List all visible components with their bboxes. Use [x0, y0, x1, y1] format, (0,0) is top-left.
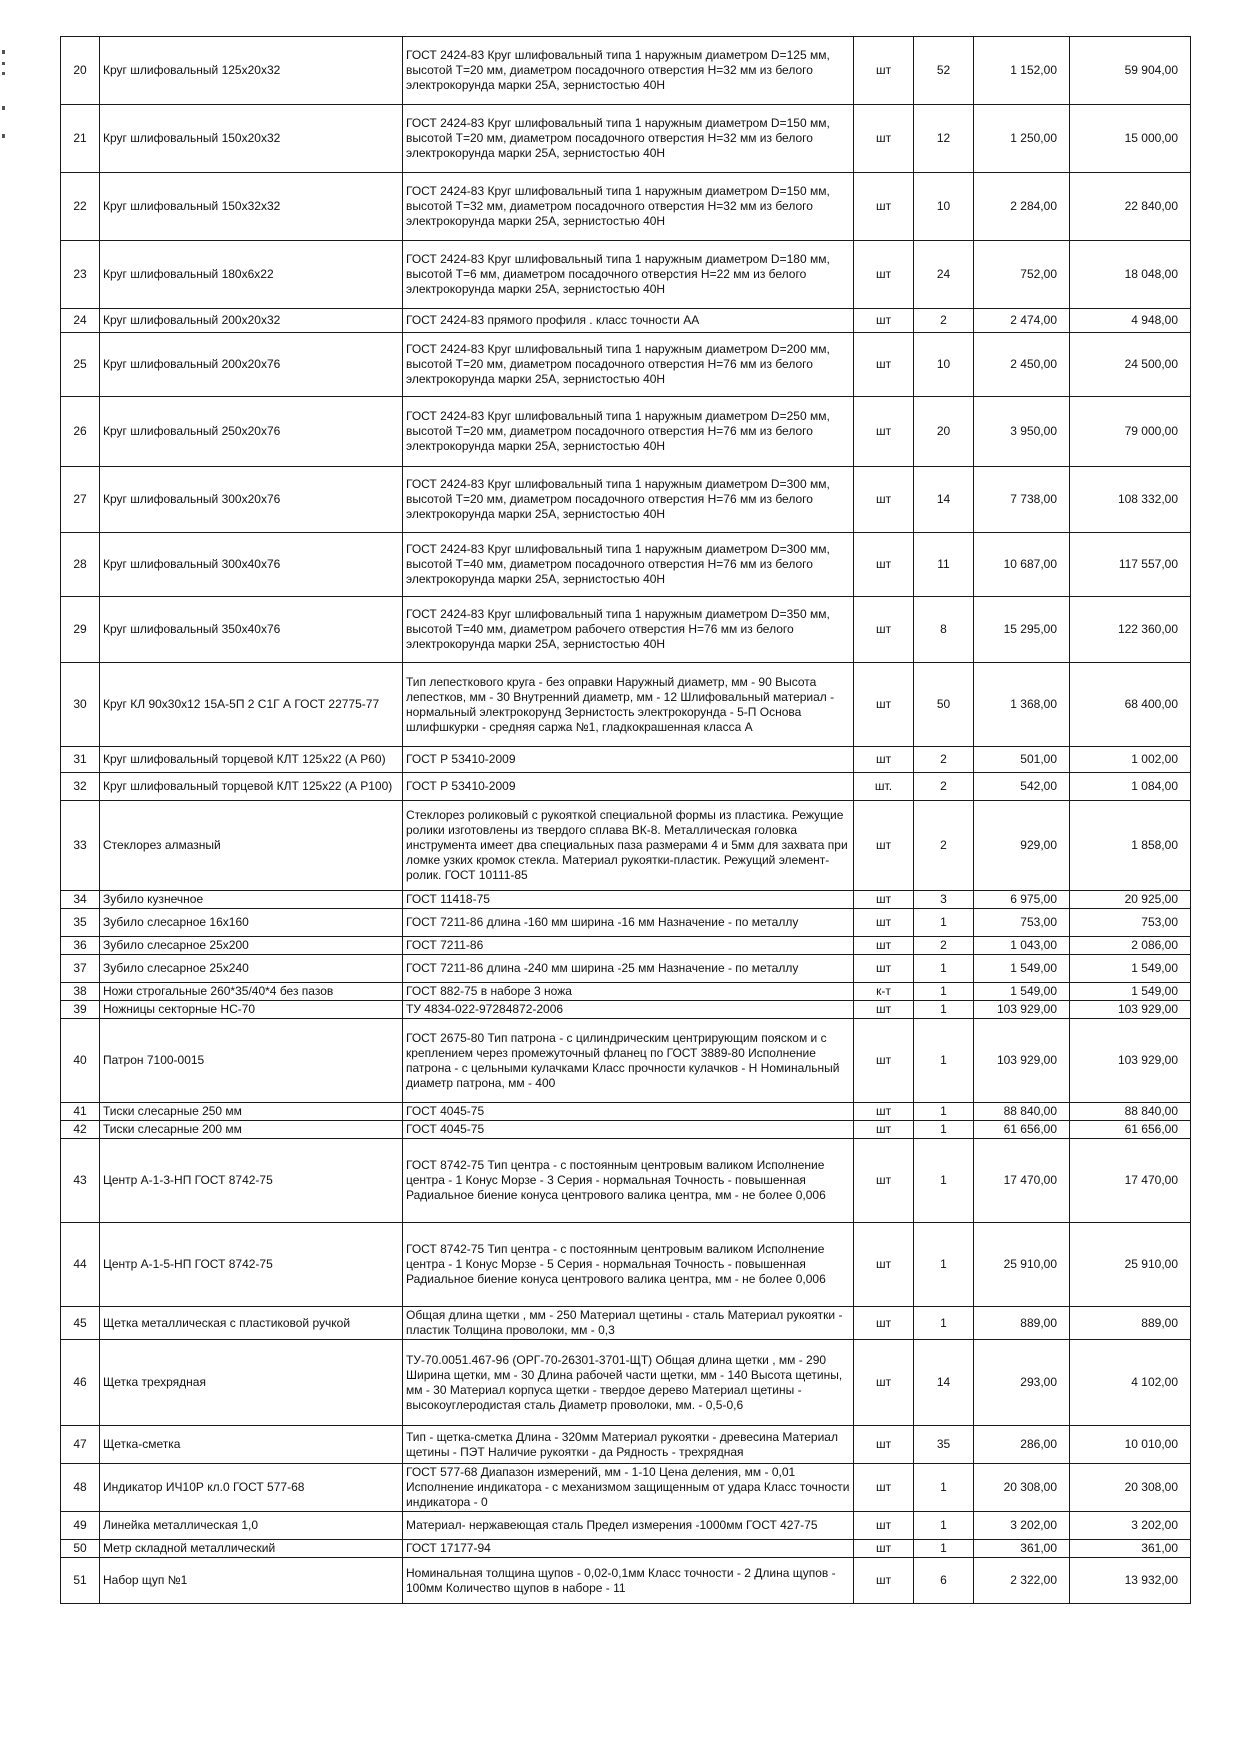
total-sum-cell: 25 910,00 — [1070, 1223, 1191, 1307]
item-description-cell: Тип - щетка-сметка Длина - 320мм Материал рукоятки - древесина Материал щетины - ПЭТ Наличие рукоятки - да Рядность - трехрядная — [403, 1426, 854, 1464]
item-description-cell: Стеклорез роликовый с рукояткой специальной формы из пластика. Режущие ролики изготовлены из твердого сплава ВК-8. Металлическая головка инструмента имеет два специальных паза размерами 4 и 5мм для захвата при ломке узких кромок стекла. Материал рукоятки-пластик. Режущий элемент- ролик. ГОСТ 10111-85 — [403, 801, 854, 891]
quantity-cell: 6 — [914, 1558, 974, 1604]
quantity-cell: 1 — [914, 1512, 974, 1540]
unit-price-cell: 361,00 — [974, 1540, 1070, 1558]
total-sum-cell: 61 656,00 — [1070, 1121, 1191, 1139]
unit-price-cell: 7 738,00 — [974, 467, 1070, 533]
quantity-cell: 1 — [914, 1139, 974, 1223]
item-name-cell: Зубило слесарное 25х240 — [100, 955, 403, 983]
total-sum-cell: 117 557,00 — [1070, 533, 1191, 597]
row-number-cell: 45 — [61, 1307, 100, 1340]
unit-cell: шт — [854, 1139, 914, 1223]
row-number-cell: 49 — [61, 1512, 100, 1540]
row-number-cell: 31 — [61, 747, 100, 773]
quantity-cell: 1 — [914, 1103, 974, 1121]
item-description-cell: Общая длина щетки , мм - 250 Материал щетины - сталь Материал рукоятки - пластик Толщина проволоки, мм - 0,3 — [403, 1307, 854, 1340]
table-row — [61, 1019, 1191, 1103]
item-name-cell: Круг шлифовальный 300х20х76 — [100, 467, 403, 533]
unit-price-cell: 929,00 — [974, 801, 1070, 891]
item-name-cell: Щетка трехрядная — [100, 1340, 403, 1426]
item-name-cell: Зубило кузнечное — [100, 891, 403, 909]
table-row — [61, 1307, 1191, 1340]
unit-cell: шт — [854, 309, 914, 333]
total-sum-cell: 361,00 — [1070, 1540, 1191, 1558]
unit-cell: шт — [854, 467, 914, 533]
unit-price-cell: 1 549,00 — [974, 983, 1070, 1001]
row-number-cell: 21 — [61, 105, 100, 173]
unit-cell: шт — [854, 1121, 914, 1139]
row-number-cell: 26 — [61, 397, 100, 467]
item-description-cell: ГОСТ 577-68 Диапазон измерений, мм - 1-10 Цена деления, мм - 0,01 Исполнение индикатора - с механизмом защищенным от удара Класс точности индикатора - 0 — [403, 1464, 854, 1512]
row-number-cell: 23 — [61, 241, 100, 309]
row-number-cell: 46 — [61, 1340, 100, 1426]
row-number-cell: 39 — [61, 1001, 100, 1019]
item-name-cell: Щетка металлическая с пластиковой ручкой — [100, 1307, 403, 1340]
quantity-cell: 2 — [914, 747, 974, 773]
quantity-cell: 2 — [914, 773, 974, 801]
unit-price-cell: 88 840,00 — [974, 1103, 1070, 1121]
unit-cell: шт — [854, 533, 914, 597]
item-description-cell: Номинальная толщина щупов - 0,02-0,1мм Класс точности - 2 Длина щупов - 100мм Количество щупов в наборе - 11 — [403, 1558, 854, 1604]
item-description-cell: ГОСТ 8742-75 Тип центра - с постоянным центровым валиком Исполнение центра - 1 Конус Морзе - 3 Серия - нормальная Точность - повышенная Радиальное биение конуса центрового валика центра, мм - не более 0,006 — [403, 1139, 854, 1223]
unit-cell: шт — [854, 891, 914, 909]
row-number-cell: 44 — [61, 1223, 100, 1307]
row-number-cell: 25 — [61, 333, 100, 397]
table-row — [61, 801, 1191, 891]
total-sum-cell: 1 549,00 — [1070, 955, 1191, 983]
row-number-cell: 20 — [61, 37, 100, 105]
unit-price-cell: 1 152,00 — [974, 37, 1070, 105]
item-name-cell: Щетка-сметка — [100, 1426, 403, 1464]
row-number-cell: 47 — [61, 1426, 100, 1464]
table-row — [61, 1103, 1191, 1121]
unit-cell: к-т — [854, 983, 914, 1001]
unit-cell: шт — [854, 801, 914, 891]
unit-price-cell: 1 043,00 — [974, 937, 1070, 955]
total-sum-cell: 13 932,00 — [1070, 1558, 1191, 1604]
item-name-cell: Круг шлифовальный 250х20х76 — [100, 397, 403, 467]
item-name-cell: Зубило слесарное 16х160 — [100, 909, 403, 937]
item-description-cell: ГОСТ 2424-83 Круг шлифовальный типа 1 наружным диаметром D=180 мм, высотой Т=6 мм, диаметром посадочного отверстия Н=22 мм из белого электрокорунда марки 25А, зернистостью 40Н — [403, 241, 854, 309]
unit-price-cell: 542,00 — [974, 773, 1070, 801]
item-description-cell: ГОСТ 2424-83 Круг шлифовальный типа 1 наружным диаметром D=250 мм, высотой Т=20 мм, диаметром посадочного отверстия Н=76 мм из белого электрокорунда марки 25А, зернистостью 40Н — [403, 397, 854, 467]
item-name-cell: Круг шлифовальный 350х40х76 — [100, 597, 403, 663]
item-description-cell: ГОСТ 7211-86 — [403, 937, 854, 955]
unit-cell: шт — [854, 909, 914, 937]
table-row — [61, 773, 1191, 801]
item-name-cell: Круг шлифовальный торцевой КЛТ 125х22 (А Р100) — [100, 773, 403, 801]
quantity-cell: 10 — [914, 333, 974, 397]
total-sum-cell: 1 858,00 — [1070, 801, 1191, 891]
unit-price-cell: 1 250,00 — [974, 105, 1070, 173]
unit-cell: шт — [854, 241, 914, 309]
unit-price-cell: 2 474,00 — [974, 309, 1070, 333]
quantity-cell: 35 — [914, 1426, 974, 1464]
table-row — [61, 1512, 1191, 1540]
unit-cell: шт — [854, 37, 914, 105]
row-number-cell: 34 — [61, 891, 100, 909]
unit-price-cell: 6 975,00 — [974, 891, 1070, 909]
item-description-cell: ГОСТ 7211-86 длина -160 мм ширина -16 мм Назначение - по металлу — [403, 909, 854, 937]
item-description-cell: ГОСТ 2424-83 Круг шлифовальный типа 1 наружным диаметром D=200 мм, высотой Т=20 мм, диаметром посадочного отверстия Н=76 мм из белого электрокорунда марки 25А, зернистостью 40Н — [403, 333, 854, 397]
total-sum-cell: 10 010,00 — [1070, 1426, 1191, 1464]
row-number-cell: 28 — [61, 533, 100, 597]
unit-cell: шт — [854, 1103, 914, 1121]
unit-cell: шт — [854, 1464, 914, 1512]
total-sum-cell: 3 202,00 — [1070, 1512, 1191, 1540]
total-sum-cell: 122 360,00 — [1070, 597, 1191, 663]
table-row — [61, 333, 1191, 397]
total-sum-cell: 20 308,00 — [1070, 1464, 1191, 1512]
quantity-cell: 1 — [914, 1223, 974, 1307]
item-name-cell: Линейка металлическая 1,0 — [100, 1512, 403, 1540]
item-description-cell: ГОСТ 2424-83 Круг шлифовальный типа 1 наружным диаметром D=300 мм, высотой Т=20 мм, диаметром посадочного отверстия Н=76 мм из белого электрокорунда марки 25А, зернистостью 40Н — [403, 467, 854, 533]
item-description-cell: ГОСТ 2424-83 Круг шлифовальный типа 1 наружным диаметром D=125 мм, высотой Т=20 мм, диаметром посадочного отверстия Н=32 мм из белого электрокорунда марки 25А, зернистостью 40Н — [403, 37, 854, 105]
row-number-cell: 35 — [61, 909, 100, 937]
unit-cell: шт — [854, 937, 914, 955]
unit-price-cell: 752,00 — [974, 241, 1070, 309]
unit-price-cell: 3 950,00 — [974, 397, 1070, 467]
quantity-cell: 1 — [914, 1307, 974, 1340]
table-row — [61, 955, 1191, 983]
scan-margin-mark — [2, 62, 5, 65]
table-row — [61, 1464, 1191, 1512]
quantity-cell: 3 — [914, 891, 974, 909]
item-name-cell: Центр А-1-3-НП ГОСТ 8742-75 — [100, 1139, 403, 1223]
item-name-cell: Патрон 7100-0015 — [100, 1019, 403, 1103]
item-description-cell: ГОСТ 4045-75 — [403, 1121, 854, 1139]
row-number-cell: 36 — [61, 937, 100, 955]
unit-price-cell: 103 929,00 — [974, 1019, 1070, 1103]
table-row — [61, 105, 1191, 173]
item-description-cell: ГОСТ 2675-80 Тип патрона - с цилиндрическим центрирующим пояском и с креплением через промежуточный фланец по ГОСТ 3889-80 Исполнение патрона - с цельными кулачками Класс прочности кулачков - Н Номинальный диаметр патрона, мм - 400 — [403, 1019, 854, 1103]
item-name-cell: Круг шлифовальный 180х6х22 — [100, 241, 403, 309]
unit-price-cell: 10 687,00 — [974, 533, 1070, 597]
total-sum-cell: 59 904,00 — [1070, 37, 1191, 105]
item-name-cell: Индикатор ИЧ10Р кл.0 ГОСТ 577-68 — [100, 1464, 403, 1512]
quantity-cell: 1 — [914, 1540, 974, 1558]
row-number-cell: 43 — [61, 1139, 100, 1223]
unit-cell: шт — [854, 1307, 914, 1340]
total-sum-cell: 108 332,00 — [1070, 467, 1191, 533]
item-description-cell: ГОСТ 2424-83 Круг шлифовальный типа 1 наружным диаметром D=300 мм, высотой Т=40 мм, диаметром посадочного отверстия Н=76 мм из белого электрокорунда марки 25А, зернистостью 40Н — [403, 533, 854, 597]
table-row — [61, 467, 1191, 533]
table-row — [61, 747, 1191, 773]
unit-price-cell: 25 910,00 — [974, 1223, 1070, 1307]
quantity-cell: 8 — [914, 597, 974, 663]
total-sum-cell: 79 000,00 — [1070, 397, 1191, 467]
unit-price-cell: 501,00 — [974, 747, 1070, 773]
unit-price-cell: 3 202,00 — [974, 1512, 1070, 1540]
unit-cell: шт — [854, 1512, 914, 1540]
item-description-cell: ГОСТ 8742-75 Тип центра - с постоянным центровым валиком Исполнение центра - 1 Конус Морзе - 5 Серия - нормальная Точность - повышенная Радиальное биение конуса центрового валика центра, мм - не более 0,006 — [403, 1223, 854, 1307]
table-row — [61, 663, 1191, 747]
quantity-cell: 1 — [914, 983, 974, 1001]
item-description-cell: ГОСТ Р 53410-2009 — [403, 773, 854, 801]
unit-cell: шт — [854, 747, 914, 773]
row-number-cell: 29 — [61, 597, 100, 663]
item-name-cell: Круг КЛ 90х30х12 15А-5П 2 С1Г А ГОСТ 22775-77 — [100, 663, 403, 747]
unit-price-cell: 753,00 — [974, 909, 1070, 937]
unit-price-cell: 2 450,00 — [974, 333, 1070, 397]
quantity-cell: 52 — [914, 37, 974, 105]
row-number-cell: 30 — [61, 663, 100, 747]
row-number-cell: 32 — [61, 773, 100, 801]
unit-price-cell: 61 656,00 — [974, 1121, 1070, 1139]
quantity-cell: 2 — [914, 937, 974, 955]
unit-cell: шт — [854, 1540, 914, 1558]
table-row — [61, 1540, 1191, 1558]
total-sum-cell: 103 929,00 — [1070, 1001, 1191, 1019]
table-row — [61, 937, 1191, 955]
item-description-cell: ТУ 4834-022-97284872-2006 — [403, 1001, 854, 1019]
quantity-cell: 14 — [914, 1340, 974, 1426]
table-row — [61, 1340, 1191, 1426]
row-number-cell: 42 — [61, 1121, 100, 1139]
table-row — [61, 909, 1191, 937]
item-description-cell: ГОСТ 2424-83 Круг шлифовальный типа 1 наружным диаметром D=150 мм, высотой Т=32 мм, диаметром посадочного отверстия Н=32 мм из белого электрокорунда марки 25А, зернистостью 40Н — [403, 173, 854, 241]
quantity-cell: 10 — [914, 173, 974, 241]
item-name-cell: Круг шлифовальный 150х32х32 — [100, 173, 403, 241]
item-name-cell: Круг шлифовальный 200х20х32 — [100, 309, 403, 333]
unit-price-cell: 20 308,00 — [974, 1464, 1070, 1512]
unit-price-cell: 889,00 — [974, 1307, 1070, 1340]
item-description-cell: ГОСТ 2424-83 прямого профиля . класс точности АА — [403, 309, 854, 333]
unit-cell: шт — [854, 397, 914, 467]
scan-margin-mark — [2, 72, 5, 75]
item-name-cell: Круг шлифовальный 125х20х32 — [100, 37, 403, 105]
total-sum-cell: 1 549,00 — [1070, 983, 1191, 1001]
total-sum-cell: 1 084,00 — [1070, 773, 1191, 801]
table-row — [61, 1558, 1191, 1604]
table-row — [61, 1139, 1191, 1223]
table-row — [61, 891, 1191, 909]
table-row — [61, 597, 1191, 663]
unit-cell: шт — [854, 1340, 914, 1426]
unit-cell: шт — [854, 955, 914, 983]
item-description-cell: Тип лепесткового круга - без оправки Наружный диаметр, мм - 90 Высота лепестков, мм - 30 Внутренний диаметр, мм - 12 Шлифовальный материал - нормальный электрокорунд Зернистость электрокорунда - 5-П Основа шлифшкурки - средняя саржа №1, гладкокрашенная класса А — [403, 663, 854, 747]
item-description-cell: ГОСТ Р 53410-2009 — [403, 747, 854, 773]
item-description-cell: ТУ-70.0051.467-96 (ОРГ-70-26301-3701-ЩТ) Общая длина щетки , мм - 290 Ширина щетки, мм - 30 Длина рабочей части щетки, мм - 140 Высота щетины, мм - 30 Материал корпуса щетки - твердое дерево Материал щетины - высокоуглеродистая сталь Диаметр проволоки, мм. - 0,5-0,6 — [403, 1340, 854, 1426]
row-number-cell: 51 — [61, 1558, 100, 1604]
table-row — [61, 309, 1191, 333]
scan-margin-mark — [2, 134, 5, 138]
row-number-cell: 24 — [61, 309, 100, 333]
table-row — [61, 983, 1191, 1001]
unit-price-cell: 2 322,00 — [974, 1558, 1070, 1604]
unit-cell: шт — [854, 663, 914, 747]
quantity-cell: 24 — [914, 241, 974, 309]
unit-cell: шт — [854, 105, 914, 173]
quantity-cell: 50 — [914, 663, 974, 747]
item-description-cell: ГОСТ 882-75 в наборе 3 ножа — [403, 983, 854, 1001]
scan-margin-mark — [2, 106, 5, 110]
item-name-cell: Стеклорез алмазный — [100, 801, 403, 891]
row-number-cell: 33 — [61, 801, 100, 891]
total-sum-cell: 753,00 — [1070, 909, 1191, 937]
item-name-cell: Ножи строгальные 260*35/40*4 без пазов — [100, 983, 403, 1001]
table-row — [61, 1223, 1191, 1307]
scan-margin-mark — [2, 50, 5, 54]
quantity-cell: 11 — [914, 533, 974, 597]
total-sum-cell: 2 086,00 — [1070, 937, 1191, 955]
unit-cell: шт — [854, 1558, 914, 1604]
unit-cell: шт — [854, 173, 914, 241]
item-description-cell: ГОСТ 4045-75 — [403, 1103, 854, 1121]
table-row — [61, 1426, 1191, 1464]
total-sum-cell: 68 400,00 — [1070, 663, 1191, 747]
item-name-cell: Набор щуп №1 — [100, 1558, 403, 1604]
total-sum-cell: 103 929,00 — [1070, 1019, 1191, 1103]
unit-price-cell: 286,00 — [974, 1426, 1070, 1464]
table-body — [61, 37, 1191, 1604]
quantity-cell: 1 — [914, 1019, 974, 1103]
row-number-cell: 41 — [61, 1103, 100, 1121]
row-number-cell: 37 — [61, 955, 100, 983]
item-description-cell: ГОСТ 2424-83 Круг шлифовальный типа 1 наружным диаметром D=150 мм, высотой Т=20 мм, диаметром посадочного отверстия Н=32 мм из белого электрокорунда марки 25А, зернистостью 40Н — [403, 105, 854, 173]
item-name-cell: Круг шлифовальный 300х40х76 — [100, 533, 403, 597]
item-name-cell: Круг шлифовальный 200х20х76 — [100, 333, 403, 397]
total-sum-cell: 20 925,00 — [1070, 891, 1191, 909]
item-name-cell: Круг шлифовальный торцевой КЛТ 125х22 (А Р60) — [100, 747, 403, 773]
total-sum-cell: 18 048,00 — [1070, 241, 1191, 309]
item-description-cell: ГОСТ 2424-83 Круг шлифовальный типа 1 наружным диаметром D=350 мм, высотой Т=40 мм, диаметром рабочего отверстия Н=76 мм из белого электрокорунда марки 25А, зернистостью 40Н — [403, 597, 854, 663]
unit-price-cell: 103 929,00 — [974, 1001, 1070, 1019]
quantity-cell: 1 — [914, 1121, 974, 1139]
table-row — [61, 1001, 1191, 1019]
table-row — [61, 1121, 1191, 1139]
item-description-cell: ГОСТ 7211-86 длина -240 мм ширина -25 мм Назначение - по металлу — [403, 955, 854, 983]
total-sum-cell: 889,00 — [1070, 1307, 1191, 1340]
row-number-cell: 40 — [61, 1019, 100, 1103]
unit-cell: шт — [854, 1223, 914, 1307]
item-description-cell: Материал- нержавеющая сталь Предел измерения -1000мм ГОСТ 427-75 — [403, 1512, 854, 1540]
unit-price-cell: 15 295,00 — [974, 597, 1070, 663]
unit-price-cell: 2 284,00 — [974, 173, 1070, 241]
table-row — [61, 397, 1191, 467]
unit-cell: шт. — [854, 773, 914, 801]
quantity-cell: 1 — [914, 909, 974, 937]
table-row — [61, 173, 1191, 241]
total-sum-cell: 88 840,00 — [1070, 1103, 1191, 1121]
quantity-cell: 2 — [914, 801, 974, 891]
item-description-cell: ГОСТ 11418-75 — [403, 891, 854, 909]
item-name-cell: Круг шлифовальный 150х20х32 — [100, 105, 403, 173]
total-sum-cell: 15 000,00 — [1070, 105, 1191, 173]
item-name-cell: Зубило слесарное 25х200 — [100, 937, 403, 955]
row-number-cell: 27 — [61, 467, 100, 533]
quantity-cell: 20 — [914, 397, 974, 467]
total-sum-cell: 24 500,00 — [1070, 333, 1191, 397]
item-name-cell: Центр А-1-5-НП ГОСТ 8742-75 — [100, 1223, 403, 1307]
total-sum-cell: 17 470,00 — [1070, 1139, 1191, 1223]
row-number-cell: 22 — [61, 173, 100, 241]
unit-price-cell: 1 549,00 — [974, 955, 1070, 983]
row-number-cell: 38 — [61, 983, 100, 1001]
table-row — [61, 533, 1191, 597]
item-name-cell: Метр складной металлический — [100, 1540, 403, 1558]
total-sum-cell: 1 002,00 — [1070, 747, 1191, 773]
item-description-cell: ГОСТ 17177-94 — [403, 1540, 854, 1558]
total-sum-cell: 4 948,00 — [1070, 309, 1191, 333]
unit-cell: шт — [854, 597, 914, 663]
unit-price-cell: 17 470,00 — [974, 1139, 1070, 1223]
specification-table — [60, 36, 1191, 1604]
unit-cell: шт — [854, 333, 914, 397]
quantity-cell: 2 — [914, 309, 974, 333]
item-name-cell: Тиски слесарные 200 мм — [100, 1121, 403, 1139]
total-sum-cell: 22 840,00 — [1070, 173, 1191, 241]
unit-price-cell: 293,00 — [974, 1340, 1070, 1426]
specification-sheet — [60, 36, 1190, 1604]
unit-cell: шт — [854, 1001, 914, 1019]
table-row — [61, 37, 1191, 105]
item-name-cell: Тиски слесарные 250 мм — [100, 1103, 403, 1121]
quantity-cell: 14 — [914, 467, 974, 533]
row-number-cell: 50 — [61, 1540, 100, 1558]
unit-cell: шт — [854, 1019, 914, 1103]
total-sum-cell: 4 102,00 — [1070, 1340, 1191, 1426]
quantity-cell: 1 — [914, 955, 974, 983]
quantity-cell: 1 — [914, 1001, 974, 1019]
table-row — [61, 241, 1191, 309]
unit-price-cell: 1 368,00 — [974, 663, 1070, 747]
row-number-cell: 48 — [61, 1464, 100, 1512]
quantity-cell: 1 — [914, 1464, 974, 1512]
quantity-cell: 12 — [914, 105, 974, 173]
item-name-cell: Ножницы секторные НС-70 — [100, 1001, 403, 1019]
unit-cell: шт — [854, 1426, 914, 1464]
